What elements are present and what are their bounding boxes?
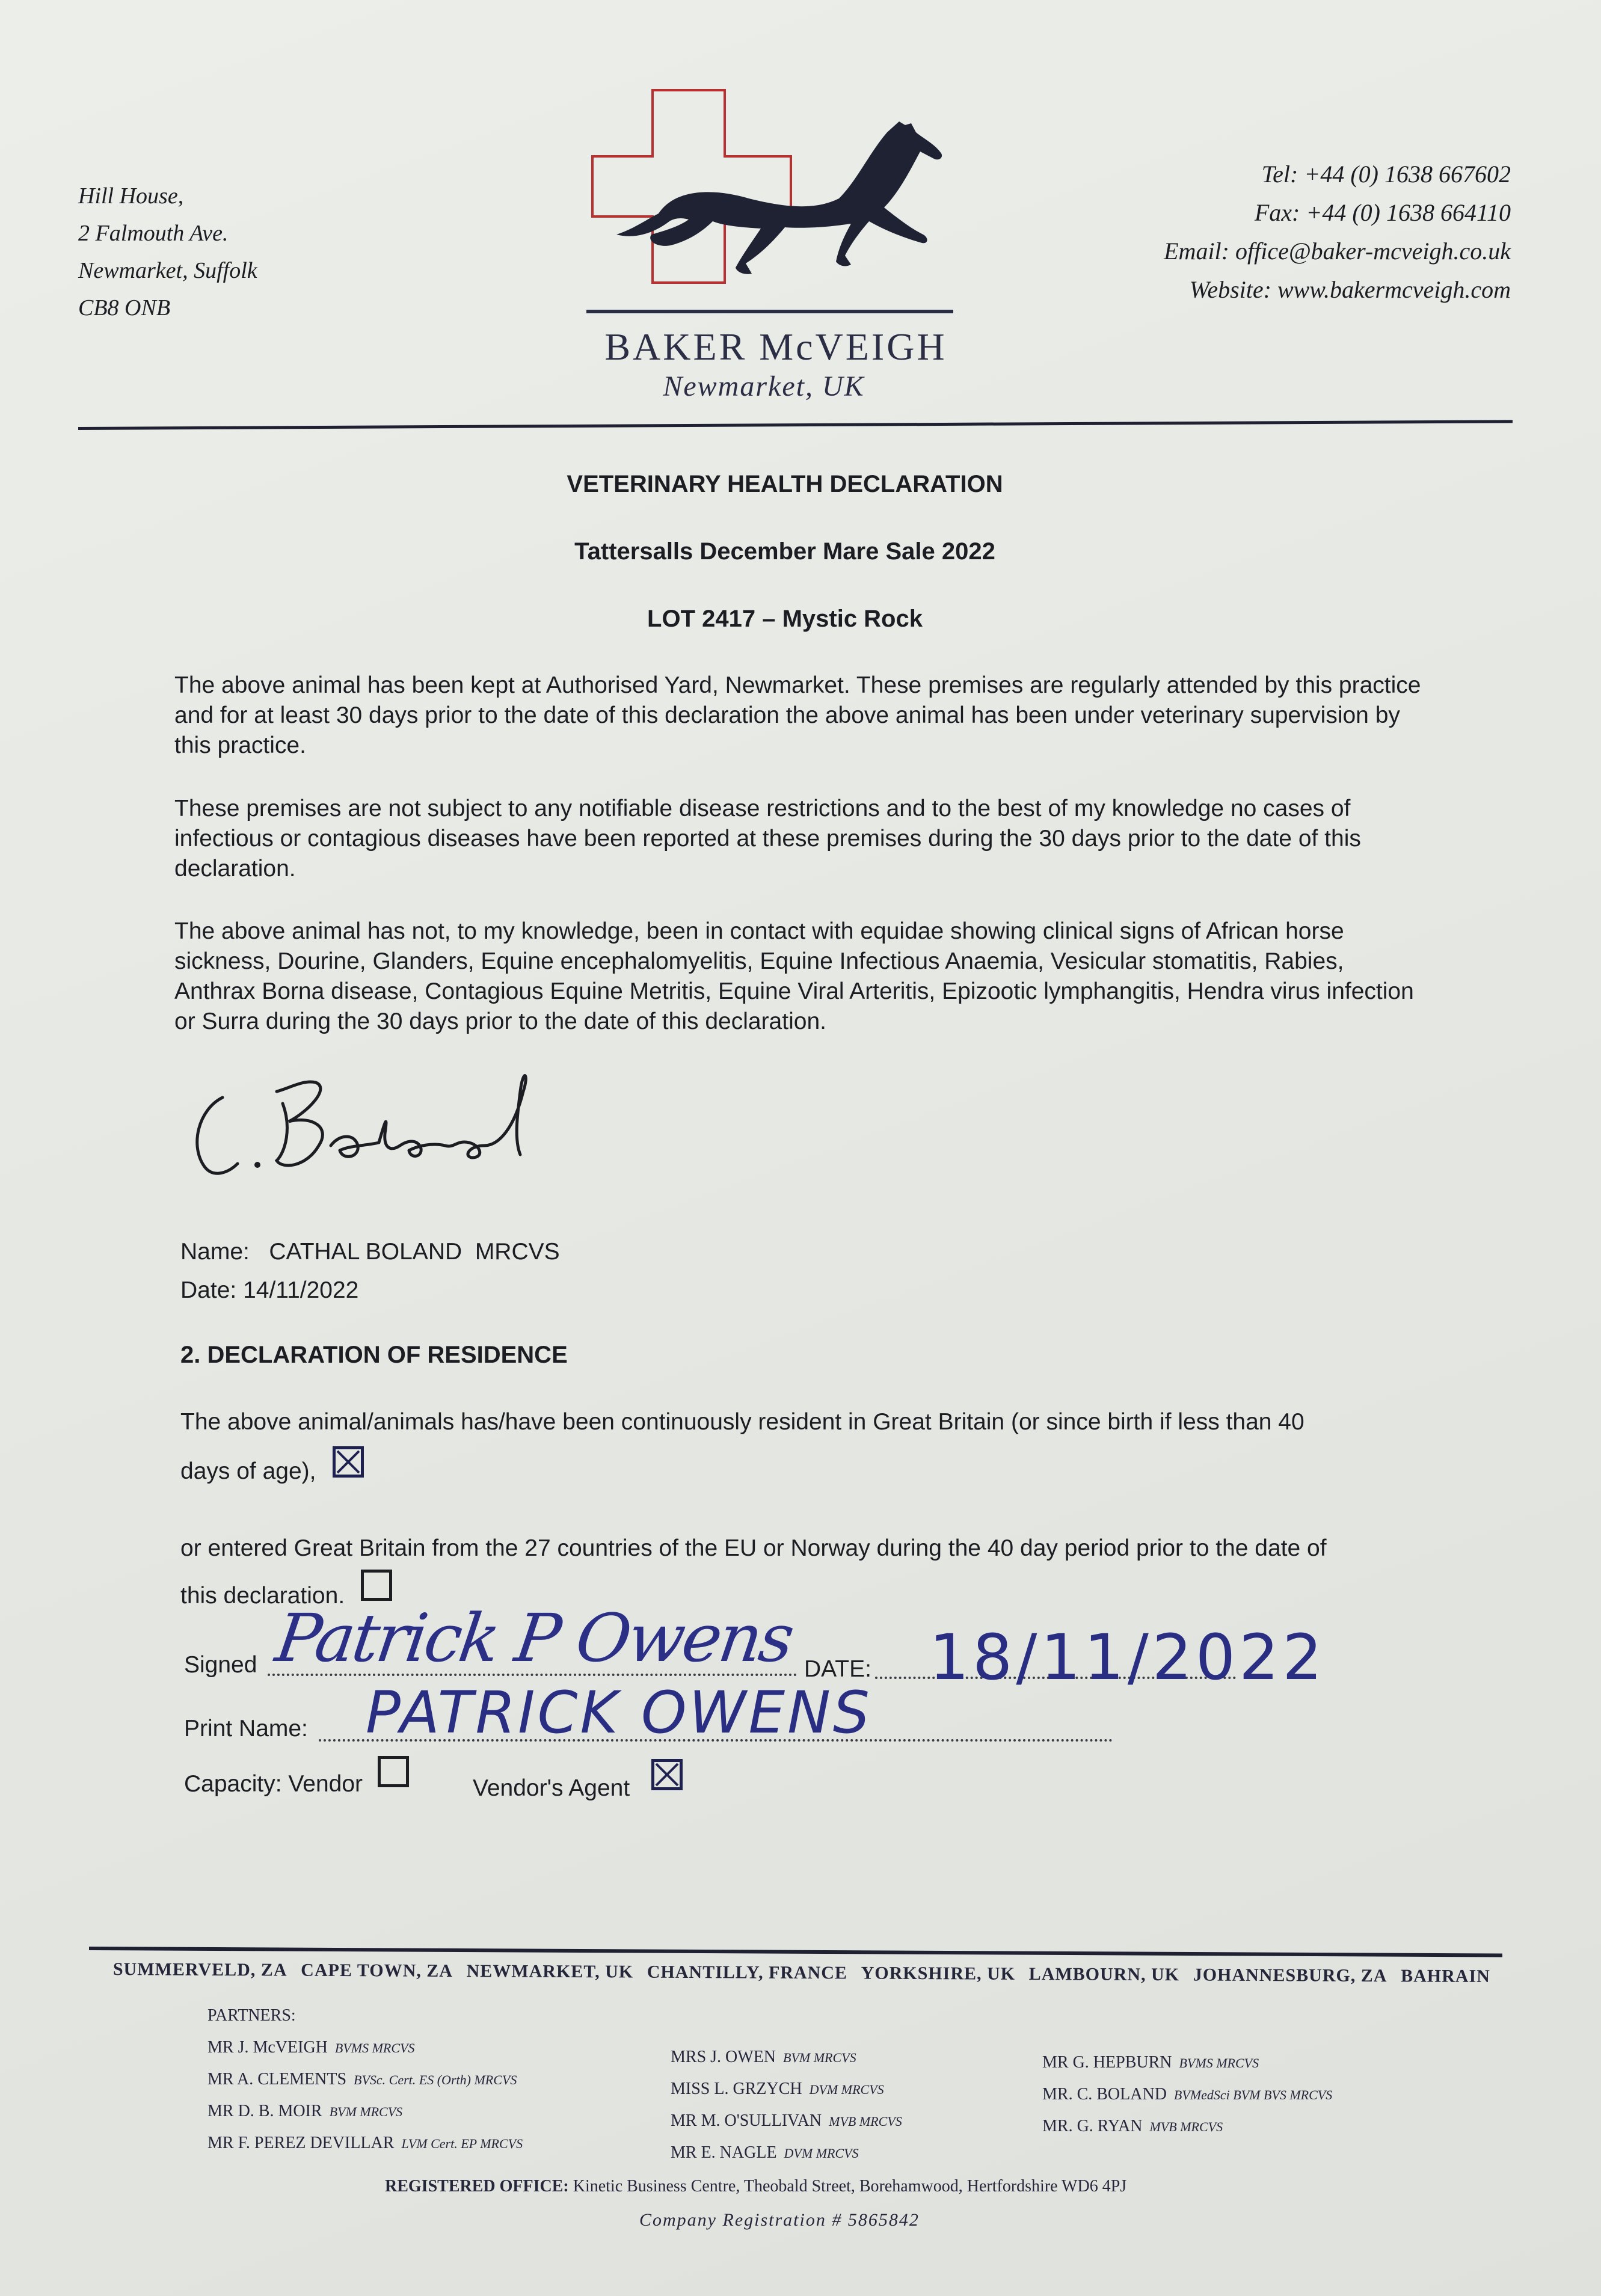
lot-title: LOT 2417 – Mystic Rock [647,606,923,632]
partner-row [207,2128,523,2159]
partner-row [207,2064,523,2096]
partner-name: MRS J. OWEN [671,2048,776,2066]
check-x-icon [654,1762,680,1787]
registered-office [385,2177,1126,2196]
office-item: BAHRAIN [1401,1966,1490,1986]
brand-divider [586,310,953,313]
footer-divider [89,1947,1502,1957]
partner-qualification: BVMS MRCVS [334,2040,415,2055]
partner-row [1042,2047,1332,2079]
partners-column-1 [207,2032,523,2159]
partner-row [207,2032,523,2064]
partner-qualification: MVB MRCVS [829,2114,902,2129]
partner-name: MR G. HEPBURN [1042,2053,1172,2072]
partners-column-2 [671,2042,902,2169]
address-line: CB8 ONB [78,295,171,321]
handwritten-date: 18/11/2022 [929,1621,1326,1694]
print-name-label: Print Name: [184,1716,308,1742]
vet-date-row [180,1277,358,1304]
partner-row [1042,2079,1332,2111]
partner-name: MR. C. BOLAND [1042,2085,1167,2104]
red-cross-horse-logo [586,84,959,313]
residence-option-2-line-1: or entered Great Britain from the 27 countries of the EU or Norway during the 40 day period prior to the date of [180,1535,1327,1561]
vet-date-label: Date: [180,1277,237,1303]
partner-row [671,2137,902,2169]
capacity-vendor-label: Capacity: Vendor [184,1771,363,1797]
partner-qualification: BVMedSci BVM BVS MRCVS [1173,2087,1333,2102]
check-x-icon [336,1449,361,1475]
entered-eu-checkbox[interactable] [361,1570,392,1601]
vendors-agent-label: Vendor's Agent [473,1775,630,1801]
partners-label: PARTNERS: [207,2006,296,2025]
brand-name: BAKER McVEIGH [604,325,947,368]
signed-label: Signed [184,1652,257,1678]
address-line: Newmarket, Suffolk [78,258,257,283]
registered-office-label: REGISTERED OFFICE: [385,2177,569,2196]
office-item: CHANTILLY, FRANCE [647,1962,848,1983]
signoff-date-label: DATE: [804,1656,871,1682]
partner-name: MR A. CLEMENTS [207,2070,347,2089]
partner-qualification: BVSc. Cert. ES (Orth) MRCVS [354,2072,517,2087]
sale-title: Tattersalls December Mare Sale 2022 [574,538,995,565]
partner-name: MR J. McVEIGH [207,2038,328,2057]
partner-name: MR E. NAGLE [671,2143,777,2162]
partner-qualification: BVM MRCVS [783,2050,856,2065]
vendors-agent-checkbox[interactable] [651,1759,683,1790]
vet-name-row [180,1239,560,1265]
vet-name-value: CATHAL BOLAND MRCVS [269,1239,560,1265]
office-locations [113,1959,1490,1987]
header-divider [78,420,1513,430]
company-contact [1164,155,1511,309]
partner-qualification: MVB MRCVS [1149,2119,1223,2134]
partner-name: MR M. O'SULLIVAN [671,2111,822,2130]
residence-heading: 2. DECLARATION OF RESIDENCE [180,1342,568,1368]
residence-option-2-line-2: this declaration. [180,1583,345,1609]
partner-qualification: BVMS MRCVS [1179,2055,1259,2070]
partner-row [1042,2111,1332,2143]
handwritten-signature: Patrick P Owens [271,1600,797,1677]
website-line: Website: www.bakermcveigh.com [1189,276,1511,303]
vendor-checkbox[interactable] [378,1756,409,1787]
partner-row [671,2073,902,2105]
partner-row [207,2096,523,2128]
resident-checkbox[interactable] [333,1446,364,1478]
residence-option-1-line-1: The above animal/animals has/have been continuously resident in Great Britain (or since birth if less than 40 [180,1409,1304,1435]
partner-row [671,2042,902,2073]
partners-column-3 [1042,2047,1332,2143]
office-item: JOHANNESBURG, ZA [1193,1965,1387,1986]
declaration-paragraph: The above animal has been kept at Authorised Yard, Newmarket. These premises are regularly attended by this practice and for at least 30 days prior to the date of this declaration the above animal has been under veterinary supervision by this practice. [174,672,1421,758]
office-item: NEWMARKET, UK [466,1961,634,1982]
office-item: SUMMERVELD, ZA [112,1959,287,1980]
partner-qualification: LVM Cert. EP MRCVS [401,2136,523,2151]
office-item: CAPE TOWN, ZA [301,1960,453,1981]
company-address [78,177,257,327]
vet-signature [186,1055,559,1197]
declaration-paragraph: These premises are not subject to any notifiable disease restrictions and to the best of my knowledge no cases of infectious or contagious diseases have been reported at these premises during the 30 days prior to the date of this declaration. [174,796,1361,882]
brand-location: Newmarket, UK [663,370,865,402]
phone-line: Tel: +44 (0) 1638 667602 [1261,161,1511,188]
partner-name: MISS L. GRZYCH [671,2080,802,2098]
partner-name: MR F. PEREZ DEVILLAR [207,2134,395,2152]
office-item: YORKSHIRE, UK [861,1963,1016,1984]
registered-office-address: Kinetic Business Centre, Theobald Street, Borehamwood, Hertfordshire WD6 4PJ [573,2177,1127,2196]
document-title: VETERINARY HEALTH DECLARATION [567,471,1003,497]
fax-line: Fax: +44 (0) 1638 664110 [1254,199,1511,226]
address-line: 2 Falmouth Ave. [78,221,229,246]
company-registration: Company Registration # 5865842 [639,2210,920,2230]
residence-option-1-line-2: days of age), [180,1458,316,1484]
partner-qualification: BVM MRCVS [329,2104,403,2119]
partner-row [671,2105,902,2137]
vet-date-value: 14/11/2022 [243,1277,359,1303]
address-line: Hill House, [78,183,184,209]
partner-name: MR. G. RYAN [1042,2117,1143,2135]
office-item: LAMBOURN, UK [1028,1963,1180,1985]
partner-qualification: DVM MRCVS [784,2146,859,2161]
partner-name: MR D. B. MOIR [207,2102,322,2120]
handwritten-print-name: PATRICK OWENS [366,1679,872,1746]
vet-name-label: Name: [180,1239,250,1265]
email-line: Email: office@baker-mcveigh.co.uk [1164,238,1511,265]
partner-qualification: DVM MRCVS [809,2082,884,2097]
declaration-paragraph: The above animal has not, to my knowledge, been in contact with equidae showing clinical signs of African horse sickness, Dourine, Glanders, Equine encephalomyelitis, Equine Infectious Anaemia, Vesicular stomatitis, Rabies, Anthrax Borna disease, Contagious Equine Metritis, Equine Viral Arteritis, Epizootic lymphangitis, Hendra virus infection or Surra during the 30 days prior to the date of this declaration. [174,918,1414,1034]
